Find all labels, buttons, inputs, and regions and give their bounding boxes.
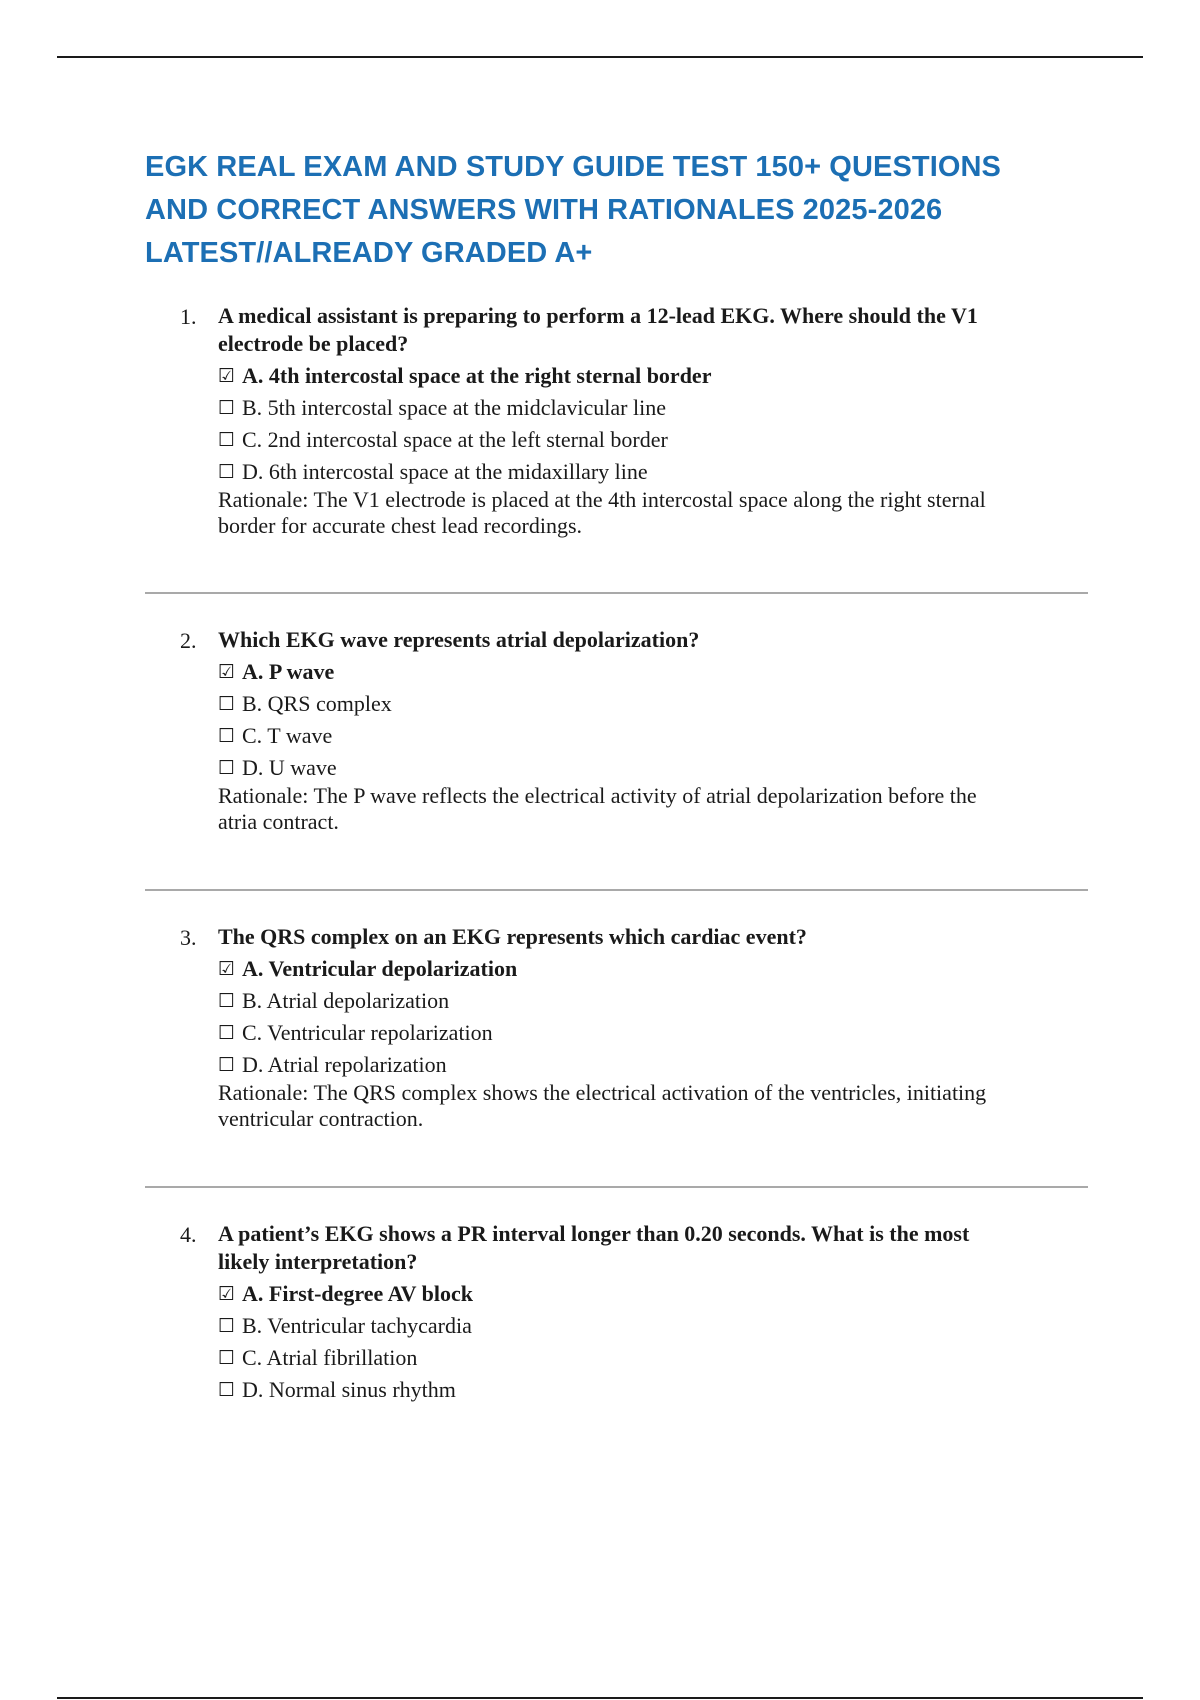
- option-c[interactable]: [218, 1342, 1078, 1374]
- option-a[interactable]: [218, 953, 1078, 985]
- rationale-line: Rationale: The QRS complex shows the electrical activation of the ventricles, initiating: [218, 1080, 987, 1105]
- unchecked-box-icon[interactable]: ☐: [218, 990, 236, 1012]
- option-b[interactable]: [218, 1310, 1078, 1342]
- question-text: [218, 1220, 1078, 1276]
- bottom-rule: [57, 1697, 1143, 1699]
- option-list: [218, 953, 1078, 1081]
- title-line: AND CORRECT ANSWERS WITH RATIONALES 2025-2026: [145, 194, 943, 226]
- option-label: C. T wave: [242, 723, 333, 748]
- unchecked-box-icon[interactable]: ☐: [218, 725, 236, 747]
- option-label: C. 2nd intercostal space at the left sternal border: [242, 427, 668, 452]
- title-line: EGK REAL EXAM AND STUDY GUIDE TEST 150+ QUESTIONS: [145, 151, 1001, 183]
- option-a[interactable]: [218, 360, 1078, 392]
- option-b[interactable]: [218, 985, 1078, 1017]
- rationale-line: ventricular contraction.: [218, 1106, 424, 1131]
- option-label: A. 4th intercostal space at the right sternal border: [242, 363, 712, 388]
- checked-box-icon[interactable]: ☑: [218, 1283, 236, 1305]
- rationale-line: atria contract.: [218, 809, 339, 834]
- unchecked-box-icon[interactable]: ☐: [218, 693, 236, 715]
- option-label: D. Atrial repolarization: [242, 1052, 447, 1077]
- option-label: A. First-degree AV block: [242, 1281, 473, 1306]
- option-label: C. Atrial fibrillation: [242, 1345, 418, 1370]
- question-line: A medical assistant is preparing to perform a 12-lead EKG. Where should the V1: [218, 303, 978, 328]
- option-list: [218, 656, 1078, 784]
- unchecked-box-icon[interactable]: ☐: [218, 461, 236, 483]
- unchecked-box-icon[interactable]: ☐: [218, 1379, 236, 1401]
- question-number: 1.: [180, 304, 197, 329]
- option-label: C. Ventricular repolarization: [242, 1020, 493, 1045]
- question-line: electrode be placed?: [218, 331, 409, 356]
- option-label: D. Normal sinus rhythm: [242, 1377, 456, 1402]
- option-a[interactable]: [218, 656, 1078, 688]
- document-title: [145, 146, 1085, 275]
- rationale: [218, 487, 1078, 539]
- divider: [145, 889, 1088, 891]
- question-line: likely interpretation?: [218, 1249, 418, 1274]
- option-label: A. Ventricular depolarization: [242, 956, 518, 981]
- option-a[interactable]: [218, 1278, 1078, 1310]
- unchecked-box-icon[interactable]: ☐: [218, 1022, 236, 1044]
- rationale-line: border for accurate chest lead recordings.: [218, 513, 583, 538]
- option-c[interactable]: [218, 1017, 1078, 1049]
- question-number: 4.: [180, 1222, 197, 1247]
- question-number: 3.: [180, 925, 197, 950]
- divider: [145, 1186, 1088, 1188]
- checked-box-icon[interactable]: ☑: [218, 661, 236, 683]
- option-label: D. 6th intercostal space at the midaxillary line: [242, 459, 648, 484]
- question-line: Which EKG wave represents atrial depolarization?: [218, 627, 700, 652]
- unchecked-box-icon[interactable]: ☐: [218, 1347, 236, 1369]
- option-label: D. U wave: [242, 755, 337, 780]
- top-rule: [57, 56, 1143, 58]
- unchecked-box-icon[interactable]: ☐: [218, 1315, 236, 1337]
- option-label: B. Ventricular tachycardia: [242, 1313, 472, 1338]
- question-number: 2.: [180, 628, 197, 653]
- rationale-line: Rationale: The P wave reflects the electrical activity of atrial depolarization before the: [218, 783, 977, 808]
- unchecked-box-icon[interactable]: ☐: [218, 1054, 236, 1076]
- option-b[interactable]: [218, 392, 1078, 424]
- option-c[interactable]: [218, 424, 1078, 456]
- option-d[interactable]: [218, 1049, 1078, 1081]
- option-label: A. P wave: [242, 659, 335, 684]
- option-label: B. QRS complex: [242, 691, 392, 716]
- title-line: LATEST//ALREADY GRADED A+: [145, 237, 593, 269]
- rationale: [218, 783, 1078, 835]
- unchecked-box-icon[interactable]: ☐: [218, 397, 236, 419]
- option-b[interactable]: [218, 688, 1078, 720]
- checked-box-icon[interactable]: ☑: [218, 365, 236, 387]
- question-line: A patient’s EKG shows a PR interval longer than 0.20 seconds. What is the most: [218, 1221, 970, 1246]
- option-d[interactable]: [218, 1374, 1078, 1406]
- checked-box-icon[interactable]: ☑: [218, 958, 236, 980]
- option-d[interactable]: [218, 752, 1078, 784]
- unchecked-box-icon[interactable]: ☐: [218, 757, 236, 779]
- question-line: The QRS complex on an EKG represents which cardiac event?: [218, 924, 807, 949]
- option-d[interactable]: [218, 456, 1078, 488]
- option-list: [218, 360, 1078, 488]
- rationale-line: Rationale: The V1 electrode is placed at the 4th intercostal space along the right sternal: [218, 487, 986, 512]
- question-text: [218, 626, 1078, 654]
- option-list: [218, 1278, 1078, 1406]
- divider: [145, 592, 1088, 594]
- option-label: B. 5th intercostal space at the midclavicular line: [242, 395, 666, 420]
- unchecked-box-icon[interactable]: ☐: [218, 429, 236, 451]
- question-text: [218, 302, 1078, 358]
- option-c[interactable]: [218, 720, 1078, 752]
- option-label: B. Atrial depolarization: [242, 988, 450, 1013]
- rationale: [218, 1080, 1078, 1132]
- question-text: [218, 923, 1078, 951]
